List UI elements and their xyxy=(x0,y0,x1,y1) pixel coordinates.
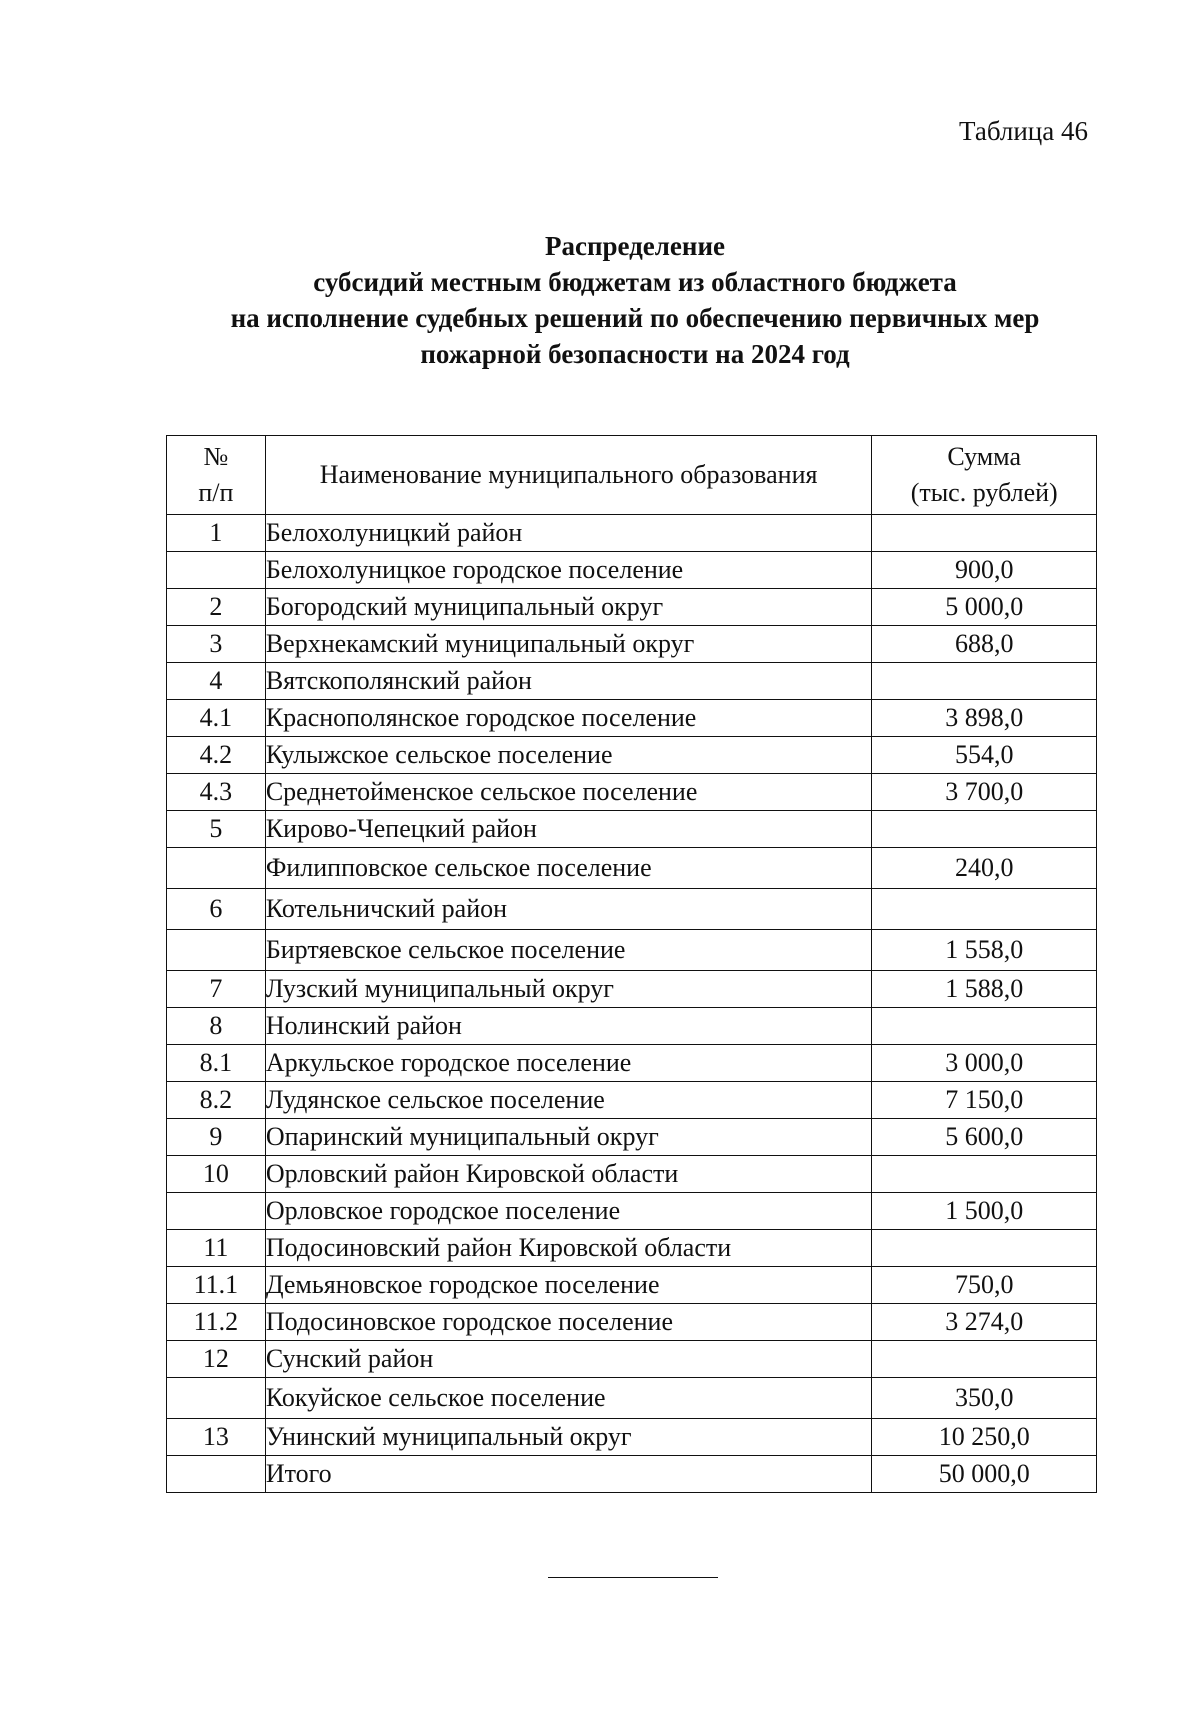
row-number xyxy=(167,930,266,971)
table-row xyxy=(167,515,1097,552)
table-row xyxy=(167,1378,1097,1419)
row-number: 8.2 xyxy=(167,1082,266,1119)
table-row xyxy=(167,1008,1097,1045)
title-line-4: пожарной безопасности на 2024 год xyxy=(420,339,850,369)
header-sum xyxy=(872,436,1097,515)
municipality-name: Демьяновское городское поселение xyxy=(265,1267,872,1304)
subsidy-amount: 350,0 xyxy=(872,1378,1097,1419)
municipality-name: Орловский район Кировской области xyxy=(265,1156,872,1193)
header-sum-line-2: (тыс. рублей) xyxy=(910,478,1058,507)
municipality-name: Кокуйское сельское поселение xyxy=(265,1378,872,1419)
row-number: 8 xyxy=(167,1008,266,1045)
subsidy-amount xyxy=(872,811,1097,848)
table-row xyxy=(167,626,1097,663)
municipality-name: Лузский муниципальный округ xyxy=(265,971,872,1008)
subsidy-amount xyxy=(872,1230,1097,1267)
municipality-name: Подосиновский район Кировской области xyxy=(265,1230,872,1267)
row-number: 4 xyxy=(167,663,266,700)
municipality-name: Подосиновское городское поселение xyxy=(265,1304,872,1341)
subsidy-amount: 554,0 xyxy=(872,737,1097,774)
table-body xyxy=(167,515,1097,1493)
title-line-2: субсидий местным бюджетам из областного бюджета xyxy=(313,267,957,297)
row-number: 4.2 xyxy=(167,737,266,774)
row-number: 8.1 xyxy=(167,1045,266,1082)
table-row xyxy=(167,1082,1097,1119)
municipality-name: Краснополянское городское поселение xyxy=(265,700,872,737)
municipality-name: Аркульское городское поселение xyxy=(265,1045,872,1082)
table-row xyxy=(167,700,1097,737)
row-number xyxy=(167,1456,266,1493)
subsidy-amount xyxy=(872,515,1097,552)
table-row xyxy=(167,1267,1097,1304)
subsidy-amount: 240,0 xyxy=(872,848,1097,889)
subsidy-amount: 688,0 xyxy=(872,626,1097,663)
subsidy-amount: 1 500,0 xyxy=(872,1193,1097,1230)
row-number xyxy=(167,848,266,889)
municipality-name: Нолинский район xyxy=(265,1008,872,1045)
municipality-name: Филипповское сельское поселение xyxy=(265,848,872,889)
table-row xyxy=(167,1193,1097,1230)
header-number xyxy=(167,436,266,515)
table-label: Таблица 46 xyxy=(959,116,1088,146)
municipality-name: Вятскополянский район xyxy=(265,663,872,700)
subsidy-amount xyxy=(872,889,1097,930)
row-number: 3 xyxy=(167,626,266,663)
table-row xyxy=(167,1341,1097,1378)
subsidy-table xyxy=(166,435,1097,1493)
table-row xyxy=(167,1156,1097,1193)
municipality-name: Богородский муниципальный округ xyxy=(265,589,872,626)
header-sum-line-1: Сумма xyxy=(947,442,1021,471)
row-number: 9 xyxy=(167,1119,266,1156)
subsidy-amount: 900,0 xyxy=(872,552,1097,589)
table-row xyxy=(167,737,1097,774)
row-number: 6 xyxy=(167,889,266,930)
header-number-line-1: № xyxy=(203,442,229,471)
row-number: 11.2 xyxy=(167,1304,266,1341)
row-number: 5 xyxy=(167,811,266,848)
table-row xyxy=(167,848,1097,889)
row-number: 11 xyxy=(167,1230,266,1267)
subsidy-amount: 3 274,0 xyxy=(872,1304,1097,1341)
municipality-name: Белохолуницкое городское поселение xyxy=(265,552,872,589)
table-row xyxy=(167,1045,1097,1082)
municipality-name: Котельничский район xyxy=(265,889,872,930)
row-number xyxy=(167,1378,266,1419)
subsidy-amount: 3 700,0 xyxy=(872,774,1097,811)
municipality-name: Среднетойменское сельское поселение xyxy=(265,774,872,811)
row-number xyxy=(167,552,266,589)
row-number xyxy=(167,1193,266,1230)
municipality-name: Опаринский муниципальный округ xyxy=(265,1119,872,1156)
table-row xyxy=(167,1230,1097,1267)
row-number: 4.1 xyxy=(167,700,266,737)
header-number-line-2: п/п xyxy=(198,478,234,507)
subsidy-amount xyxy=(872,1341,1097,1378)
table-header-row xyxy=(167,436,1097,515)
title-line-3: на исполнение судебных решений по обеспечению первичных мер xyxy=(230,303,1040,333)
subsidy-amount: 50 000,0 xyxy=(872,1456,1097,1493)
subsidy-amount: 10 250,0 xyxy=(872,1419,1097,1456)
subsidy-amount: 3 898,0 xyxy=(872,700,1097,737)
table-row xyxy=(167,1304,1097,1341)
municipality-name: Орловское городское поселение xyxy=(265,1193,872,1230)
table-row xyxy=(167,930,1097,971)
table-row xyxy=(167,589,1097,626)
table-row xyxy=(167,971,1097,1008)
subsidy-amount: 1 558,0 xyxy=(872,930,1097,971)
table-row xyxy=(167,552,1097,589)
row-number: 2 xyxy=(167,589,266,626)
table-row xyxy=(167,1119,1097,1156)
row-number: 10 xyxy=(167,1156,266,1193)
title-line-1: Распределение xyxy=(544,231,726,261)
subsidy-amount: 5 600,0 xyxy=(872,1119,1097,1156)
row-number: 4.3 xyxy=(167,774,266,811)
table-row xyxy=(167,811,1097,848)
subsidy-amount: 3 000,0 xyxy=(872,1045,1097,1082)
row-number: 7 xyxy=(167,971,266,1008)
municipality-name: Лудянское сельское поселение xyxy=(265,1082,872,1119)
subsidy-amount xyxy=(872,663,1097,700)
municipality-name: Унинский муниципальный округ xyxy=(265,1419,872,1456)
header-name xyxy=(265,436,872,515)
table-row xyxy=(167,1456,1097,1493)
closing-rule xyxy=(548,1577,718,1578)
header-name-text: Наименование муниципального образования xyxy=(319,460,818,489)
municipality-name: Биртяевское сельское поселение xyxy=(265,930,872,971)
municipality-name: Сунский район xyxy=(265,1341,872,1378)
subsidy-amount xyxy=(872,1008,1097,1045)
municipality-name: Кирово-Чепецкий район xyxy=(265,811,872,848)
municipality-name: Верхнекамский муниципальный округ xyxy=(265,626,872,663)
subsidy-amount xyxy=(872,1156,1097,1193)
municipality-name: Кулыжское сельское поселение xyxy=(265,737,872,774)
table-row xyxy=(167,889,1097,930)
row-number: 11.1 xyxy=(167,1267,266,1304)
row-number: 13 xyxy=(167,1419,266,1456)
subsidy-amount: 7 150,0 xyxy=(872,1082,1097,1119)
row-number: 12 xyxy=(167,1341,266,1378)
municipality-name: Итого xyxy=(265,1456,872,1493)
subsidy-amount: 5 000,0 xyxy=(872,589,1097,626)
row-number: 1 xyxy=(167,515,266,552)
municipality-name: Белохолуницкий район xyxy=(265,515,872,552)
subsidy-amount: 750,0 xyxy=(872,1267,1097,1304)
table-row xyxy=(167,1419,1097,1456)
table-row xyxy=(167,774,1097,811)
table-row xyxy=(167,663,1097,700)
subsidy-amount: 1 588,0 xyxy=(872,971,1097,1008)
document-title xyxy=(0,228,1200,372)
